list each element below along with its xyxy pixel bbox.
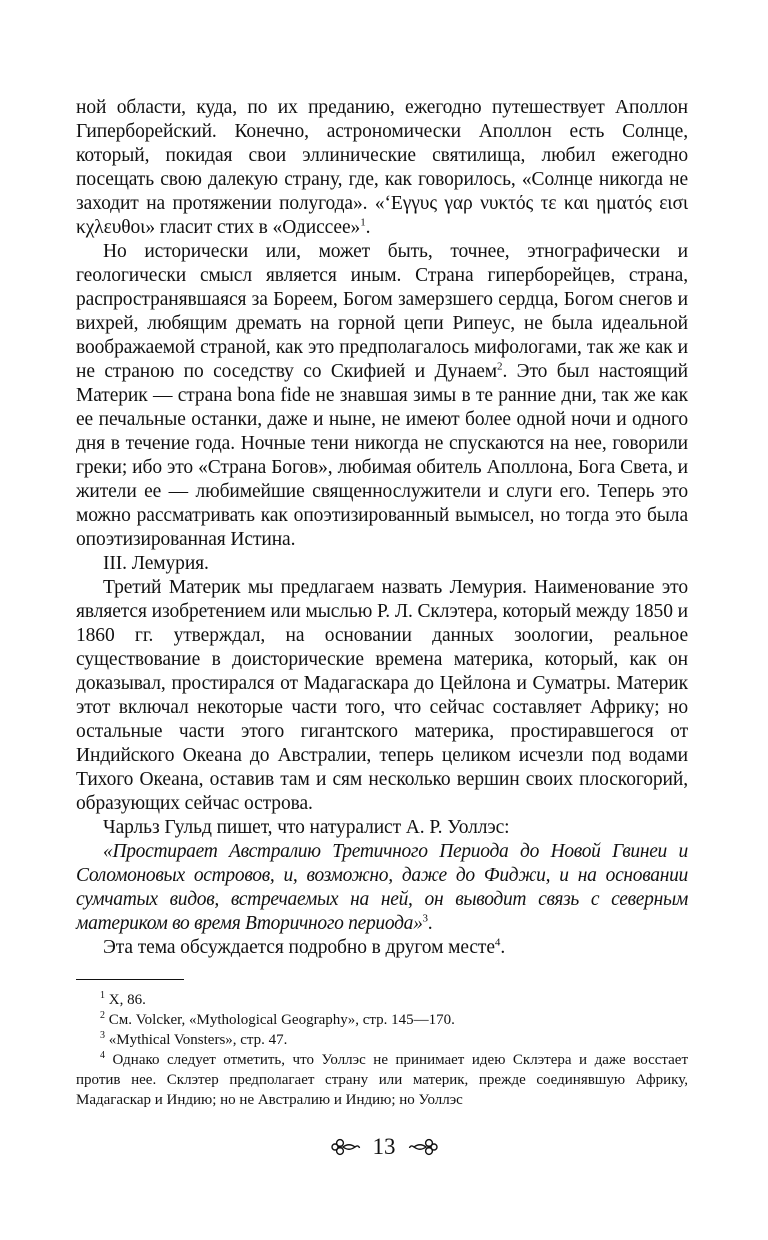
quote-wallace xyxy=(76,840,688,936)
paragraph-text: Третий Материк мы предлагаем назвать Лемурия. Наименование это является изобретением или мыслью Р. Л. Склэтера, который между 1850 и 1860 гг. утверждал, на основании данных зоологии, реальное существование в доисторические времена материка, который, как он доказывал, простирался от Мадагаскара до Цейлона и Суматры. Материк этот включал некоторые части того, что сейчас составляет Африку; но остальные части этого гигантского материка, простиравшегося от Индийского Океана до Австралии, теперь целиком исчезли под водами Тихого Океана, оставив там и сям несколько вершин своих плоскогорий, образующих сейчас острова. xyxy=(76,577,688,814)
quote-tail: . xyxy=(427,913,433,934)
section-heading-text: III. Лемурия. xyxy=(103,553,209,574)
paragraph-text-tail: . Это был настоящий Материк — страна bona fide не знавшая зимы в те ранние дни, так же как ее печальные останки, даже и ныне, не имеют более одной ночи и одного дня в течение года. Ночные тени никогда не спускаются на нее, говорили греки; ибо это «Страна Богов», любимая обитель Аполлона, Бога Света, и жители ее — любимейшие священнослужители и слуги его. Теперь это можно рассматривать как опоэтизированный вымысел, но тогда это была опоэтизированная Истина. xyxy=(76,361,688,550)
paragraph-lemuria xyxy=(76,576,688,816)
page-number-block xyxy=(0,1130,768,1164)
footnote-2 xyxy=(76,1010,688,1030)
paragraph-text: Но исторически или, может быть, точнее, этнографически и геологически смысл является иным. Страна гиперборейцев, страна, распространявшаяся за Бореем, Богом замерзшего сердца, Богом снегов и вихрей, любящим дремать на горной цепи Рипеус, не была идеальной воображаемой страной, как это предполагалось мифологами, так же как и не страною по соседству со Скифией и Дунаем xyxy=(76,241,688,382)
fleuron-right-icon xyxy=(408,1136,438,1158)
footnote-ref-2: 2 xyxy=(497,360,503,373)
paragraph-hyperborea-end: ной области, куда, по их преданию, ежегодно путешествует Аполлон Гиперборейский. Конечно, астрономически Аполлон есть Солнце, который, покидая свои эллинические святилища, любил ежегодно посещать свою далекую страну, где, как говорилось, «Солнце никогда не заходит на протяжении полугода». «‘Εγγυς γαρ νυκτός τε και ηματός εισι κχλευθοι» гласит стих в «Одиссее»$^1$. xyxy=(76,97,688,238)
footnote-1 xyxy=(76,990,688,1010)
footnote-mark: 1 xyxy=(100,990,105,1001)
paragraph-ethnography xyxy=(76,240,688,552)
paragraph-elsewhere xyxy=(76,936,688,960)
footnote-ref-4: 4 xyxy=(494,936,501,949)
footnote-3 xyxy=(76,1030,688,1050)
footnotes xyxy=(76,990,688,1110)
footnote-mark: 3 xyxy=(100,1030,105,1041)
paragraph-text-tail: . xyxy=(500,937,506,958)
footnote-ref-3: 3 xyxy=(422,912,428,925)
footnote-text: «Mythical Vonsters», стр. 47. xyxy=(105,1032,288,1048)
paragraph-text: Эта тема обсуждается подробно в другом месте xyxy=(103,937,495,958)
footnote-ref-1: 1 xyxy=(360,216,366,229)
paragraph-text: ной области, куда, по их преданию, ежегодно путешествует Аполлон Гиперборейский. Конечно, астрономически Аполлон есть Солнце, который, покидая свои эллинические святилища, любил ежегодно посещать свою далекую страну, где, как говорилось, «Солнце никогда не заходит на протяжении полугода». «‘Εγγυς γαρ νυκτός τε και ηματός εισι κχλευθοι» гласит стих в «Одиссее» xyxy=(76,97,688,238)
paragraph-text: Чарльз Гульд пишет, что натуралист А. Р. Уоллэс: xyxy=(103,817,510,838)
page-number: 13 xyxy=(372,1134,396,1159)
footnote-mark: 4 xyxy=(100,1050,105,1061)
paragraph-gould xyxy=(76,816,688,840)
footnote-4 xyxy=(76,1050,688,1110)
footnote-mark: 2 xyxy=(100,1010,105,1021)
footnote-text: Однако следует отметить, что Уоллэс не принимает идею Склэтера и даже восстает против нее. Склэтер предполагает страну или материк, прежде соединявшую Африку, Мадагаскар и Индию; но не Австралию и Индию; но Уоллэс xyxy=(76,1052,688,1108)
quote-text: «Простирает Австралию Третичного Периода до Новой Гвинеи и Соломоновых островов, и, возможно, даже до Фиджи, и на основании сумчатых видов, встречаемых на ней, он выводит связь с северным материком во время Вторичного периода» xyxy=(76,841,688,934)
section-heading-lemuria xyxy=(76,552,688,576)
fleuron-left-icon xyxy=(331,1136,361,1158)
footnote-text: См. Volcker, «Mythological Geography», стр. 145—170. xyxy=(105,1012,455,1028)
footnote-text: X, 86. xyxy=(105,992,146,1008)
footnote-separator xyxy=(76,979,184,980)
body-text xyxy=(76,96,688,960)
